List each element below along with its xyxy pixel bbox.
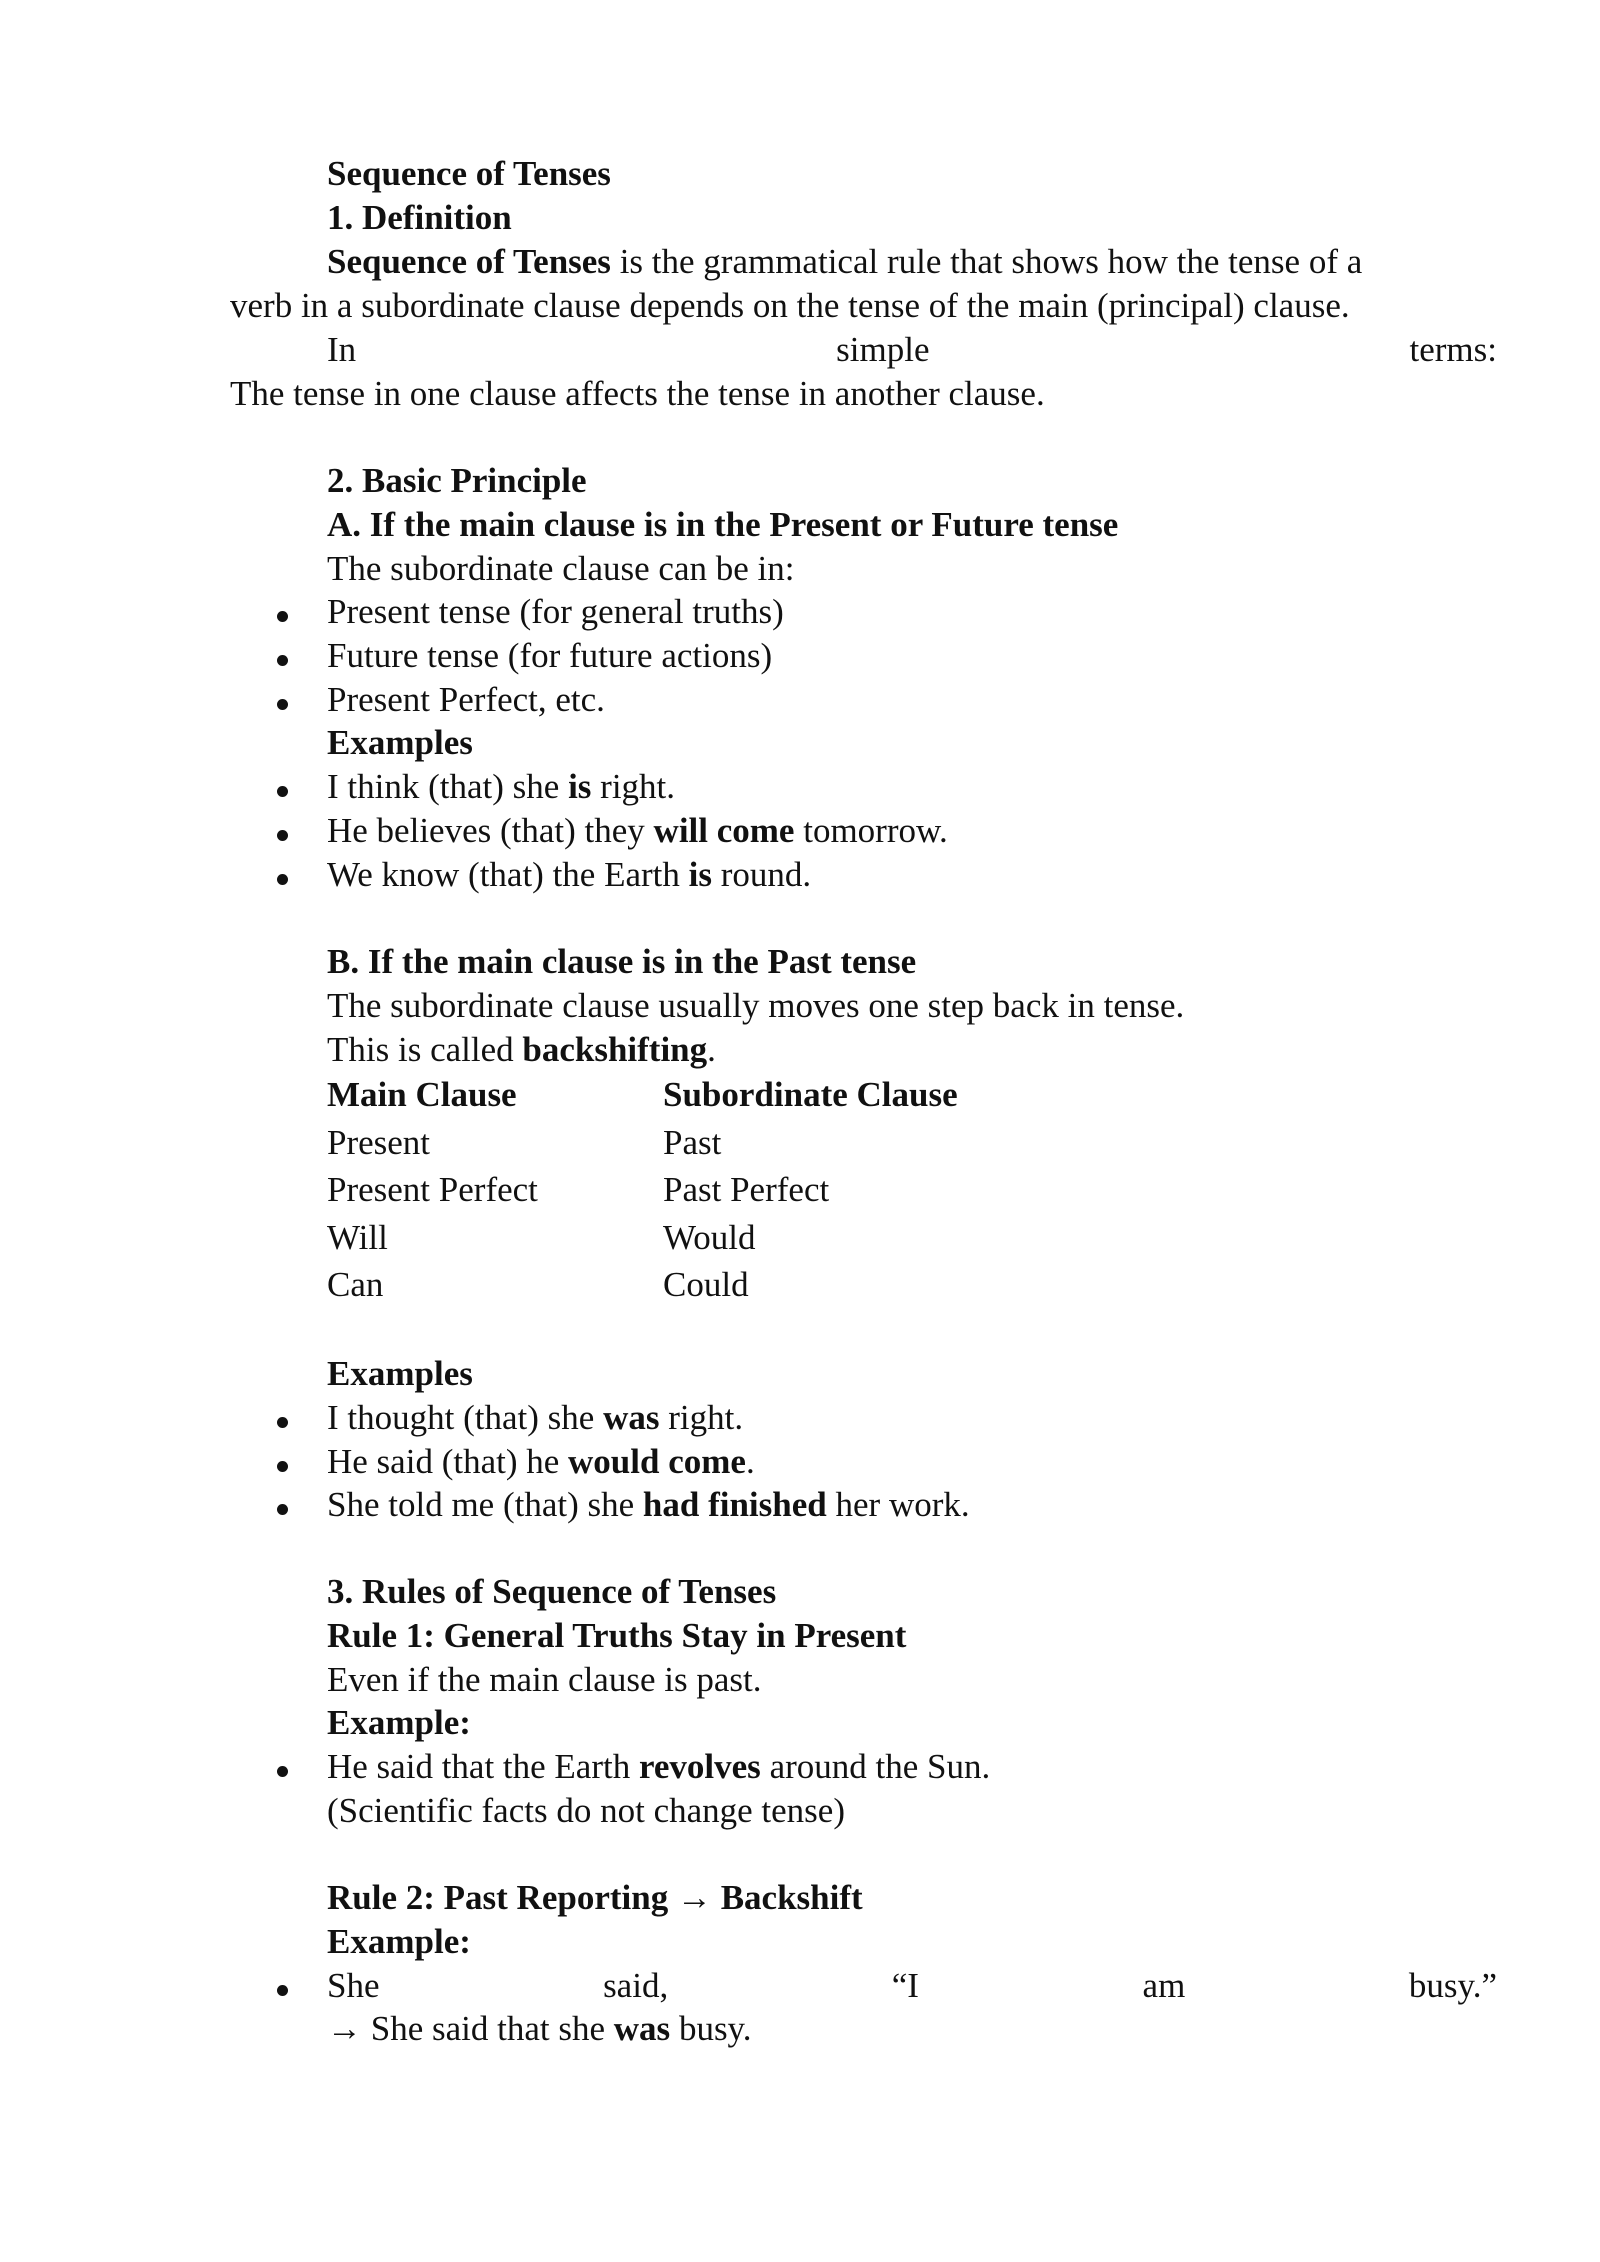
example-label: Example: — [327, 1703, 471, 1742]
rule-2-example-line: She said, “I am busy.” — [327, 1966, 1497, 2005]
example-item: She told me (that) she had finished her work. — [327, 1485, 970, 1524]
column-header-main: Main Clause — [327, 1075, 517, 1114]
table-row — [327, 1216, 1027, 1263]
table-cell: Can — [327, 1265, 384, 1304]
example-item: We know (that) the Earth is round. — [327, 855, 812, 894]
rule-2-result: → She said that she was busy. — [327, 2009, 752, 2048]
bullet-icon — [277, 699, 288, 710]
table-row — [327, 1121, 1027, 1168]
example-item: He said that the Earth revolves around the Sun. — [327, 1747, 991, 1786]
rule-2-heading: Rule 2: Past Reporting → Backshift — [327, 1878, 863, 1917]
subordinate-intro: The subordinate clause can be in: — [327, 549, 795, 588]
rule-1-note: (Scientific facts do not change tense) — [327, 1791, 845, 1830]
bullet-icon — [277, 874, 288, 885]
backshift-intro: The subordinate clause usually moves one step back in tense. — [327, 986, 1185, 1025]
table-cell: Past Perfect — [663, 1170, 830, 1209]
definition-line-2: verb in a subordinate clause depends on the tense of the main (principal) clause. — [230, 286, 1350, 325]
tense-table-header — [327, 1073, 1027, 1120]
bullet-icon — [277, 1504, 288, 1515]
table-cell: Past — [663, 1123, 722, 1162]
table-cell: Present Perfect — [327, 1170, 538, 1209]
examples-label: Examples — [327, 723, 473, 762]
table-cell: Present — [327, 1123, 431, 1162]
page-title: Sequence of Tenses — [327, 154, 611, 193]
bullet-icon — [277, 830, 288, 841]
backshifting-note: This is called backshifting. — [327, 1030, 716, 1069]
bullet-icon — [277, 786, 288, 797]
example-item: I thought (that) she was right. — [327, 1398, 744, 1437]
bullet-icon — [277, 655, 288, 666]
section-heading-rules: 3. Rules of Sequence of Tenses — [327, 1572, 777, 1611]
example-item: He said (that) he would come. — [327, 1442, 755, 1481]
simple-terms-line: In simple terms: — [327, 330, 1497, 369]
column-header-subordinate: Subordinate Clause — [663, 1075, 958, 1114]
table-cell: Will — [327, 1218, 388, 1257]
table-cell: Would — [663, 1218, 756, 1257]
section-heading-basic-principle: 2. Basic Principle — [327, 461, 587, 500]
example-label: Example: — [327, 1922, 471, 1961]
subheading-a: A. If the main clause is in the Present or Future tense — [327, 505, 1119, 544]
rule-1-heading: Rule 1: General Truths Stay in Present — [327, 1616, 907, 1655]
bullet-icon — [277, 1766, 288, 1777]
bullet-icon — [277, 611, 288, 622]
table-row — [327, 1263, 1027, 1310]
definition-line-1: Sequence of Tenses is the grammatical rule that shows how the tense of a — [327, 242, 1363, 281]
list-item: Present tense (for general truths) — [327, 592, 784, 631]
bullet-icon — [277, 1417, 288, 1428]
example-item: He believes (that) they will come tomorrow. — [327, 811, 948, 850]
section-heading-definition: 1. Definition — [327, 198, 512, 237]
subheading-b: B. If the main clause is in the Past tense — [327, 942, 917, 981]
example-item: I think (that) she is right. — [327, 767, 676, 806]
bullet-icon — [277, 1461, 288, 1472]
simple-terms-explanation: The tense in one clause affects the tense in another clause. — [230, 374, 1045, 413]
list-item: Future tense (for future actions) — [327, 636, 773, 675]
bullet-icon — [277, 1985, 288, 1996]
table-row — [327, 1168, 1027, 1215]
table-cell: Could — [663, 1265, 749, 1304]
examples-label: Examples — [327, 1354, 473, 1393]
rule-1-text: Even if the main clause is past. — [327, 1660, 762, 1699]
list-item: Present Perfect, etc. — [327, 680, 605, 719]
